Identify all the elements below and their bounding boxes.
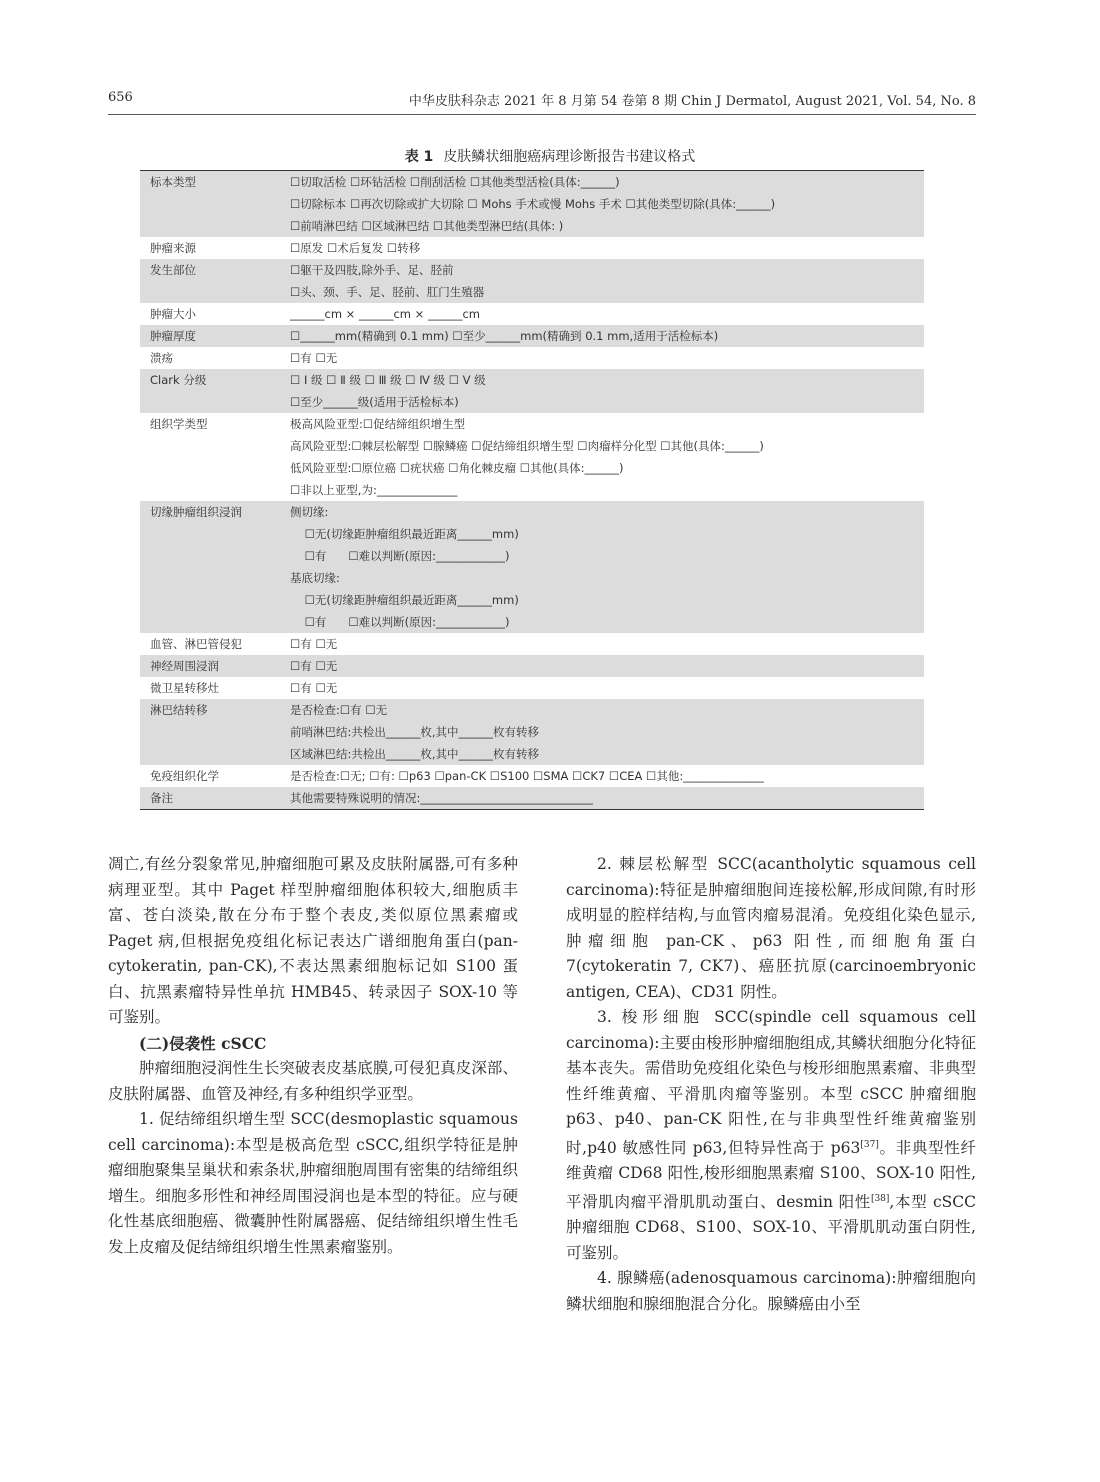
table-row	[140, 655, 924, 677]
row-label	[140, 237, 290, 259]
table-row	[140, 633, 924, 655]
section-subheading: (二)侵袭性 cSCC	[139, 1033, 267, 1053]
row-option-line: ☐有 ☐无	[290, 637, 338, 651]
table-row	[140, 677, 924, 699]
table-row	[140, 237, 924, 259]
row-label	[140, 347, 290, 369]
row-option-line: ☐切取活检 ☐环钻活检 ☐削刮活检 ☐其他类型活检(具体:______)	[290, 175, 620, 189]
citation-ref: [38]	[870, 1193, 890, 1204]
row-content	[290, 501, 924, 633]
row-option-line: 前哨淋巴结:共检出______枚,其中______枚有转移	[290, 725, 540, 739]
row-option-line: 是否检查:☐有 ☐无	[290, 703, 388, 717]
body-paragraph: 3. 梭形细胞 SCC(spindle cell squamous cell carcinoma):主要由梭形肿瘤细胞组成,其鳞状细胞分化特征基本丧失。需借助免疫组化染色与梭形细胞黑素瘤、非典型性纤维黄瘤、平滑肌肉瘤等鉴别。本型 cSCC 肿瘤细胞 p63、p40、pan-CK 阳性,在与非典型性纤维黄瘤鉴别时,p40 敏感性同 p63,但特异性高于 p63[37]。非典型性纤维黄瘤 CD68 阳性,梭形细胞黑素瘤 S100、SOX-10 阳性,平滑肌肉瘤平滑肌肌动蛋白、desmin 阳性[38],本型 cSCC 肿瘤细胞 CD68、S100、SOX-10、平滑肌肌动蛋白阴性,可鉴别。	[566, 1008, 976, 1262]
row-content	[290, 171, 924, 237]
row-option-line: 区域淋巴结:共检出______枚,其中______枚有转移	[290, 747, 540, 761]
row-label-text: 切缘肿瘤组织浸润	[150, 505, 242, 519]
row-option-line: ☐有 ☐难以判断(原因:____________)	[290, 615, 510, 629]
table-label: 表 1	[404, 149, 434, 165]
journal-citation: 中华皮肤科杂志 2021 年 8 月第 54 卷第 8 期 Chin J Dermatol, August 2021, Vol. 54, No. 8	[408, 94, 976, 109]
body-column-left	[108, 852, 518, 1260]
row-content	[290, 369, 924, 413]
row-label-text: 肿瘤来源	[150, 241, 196, 255]
body-paragraph: 4. 腺鳞癌(adenosquamous carcinoma):肿瘤细胞向鳞状细胞和腺细胞混合分化。腺鳞癌由小至	[566, 1269, 976, 1313]
table-row	[140, 501, 924, 633]
page-number: 656	[108, 90, 133, 105]
row-label-text: 肿瘤大小	[150, 307, 196, 321]
row-content	[290, 259, 924, 303]
row-label	[140, 413, 290, 501]
row-option-line: ☐非以上亚型,为:______________	[290, 483, 458, 497]
row-option-line: 极高风险亚型:☐促结缔组织增生型	[290, 417, 466, 431]
row-label	[140, 765, 290, 787]
row-option-line: ☐有 ☐无	[290, 681, 338, 695]
row-label	[140, 501, 290, 633]
row-option-line: 是否检查:☐无; ☐有: ☐p63 ☐pan-CK ☐S100 ☐SMA ☐CK7 ☐CEA ☐其他:______________	[290, 769, 764, 783]
row-content	[290, 413, 924, 501]
row-content	[290, 303, 924, 325]
row-label-text: 淋巴结转移	[150, 703, 208, 717]
table-row	[140, 699, 924, 765]
table-caption	[0, 146, 1100, 166]
table-row	[140, 347, 924, 369]
row-option-line: ☐有 ☐难以判断(原因:____________)	[290, 549, 510, 563]
table-row	[140, 171, 924, 237]
row-option-line: 基底切缘:	[290, 571, 340, 585]
row-option-line: ☐无(切缘距肿瘤组织最近距离______mm)	[290, 593, 519, 607]
table-row	[140, 369, 924, 413]
diagnosis-report-table	[140, 170, 924, 810]
row-label-text: 备注	[150, 791, 173, 805]
table-title: 皮肤鳞状细胞癌病理诊断报告书建议格式	[443, 149, 696, 165]
body-paragraph: 2. 棘层松解型 SCC(acantholytic squamous cell carcinoma):特征是肿瘤细胞间连接松解,形成间隙,有时形成明显的腔样结构,与血管肉瘤易混淆。免疫组化染色显示,肿瘤细胞 pan-CK、p63 阳性,而细胞角蛋白 7(cytokeratin 7, CK7)、癌胚抗原(carcinoembryonic antigen, CEA)、CD31 阴性。	[566, 855, 976, 1001]
row-option-line: ☐切除标本 ☐再次切除或扩大切除 ☐ Mohs 手术或慢 Mohs 手术 ☐其他类型切除(具体:______)	[290, 197, 776, 211]
table-row	[140, 259, 924, 303]
row-label-text: 血管、淋巴管侵犯	[150, 637, 242, 651]
row-option-line: ☐前哨淋巴结 ☐区域淋巴结 ☐其他类型淋巴结(具体: )	[290, 219, 564, 233]
row-option-line: ☐头、颈、手、足、胫前、肛门生殖器	[290, 285, 485, 299]
row-label	[140, 325, 290, 347]
row-content	[290, 347, 924, 369]
body-paragraph: 1. 促结缔组织增生型 SCC(desmoplastic squamous cell carcinoma):本型是极高危型 cSCC,组织学特征是肿瘤细胞聚集呈巢状和索条状,肿瘤细胞周围有密集的结缔组织增生。细胞多形性和神经周围浸润也是本型的特征。应与硬化性基底细胞癌、微囊肿性附属器癌、促结缔组织增生性毛发上皮瘤及促结缔组织增生性黑素瘤鉴别。	[108, 1110, 518, 1256]
table-row	[140, 413, 924, 501]
row-option-line: ☐ Ⅰ 级 ☐ Ⅱ 级 ☐ Ⅲ 级 ☐ Ⅳ 级 ☐ Ⅴ 级	[290, 373, 486, 387]
row-label	[140, 655, 290, 677]
row-option-line: 侧切缘:	[290, 505, 329, 519]
row-label	[140, 677, 290, 699]
row-content	[290, 325, 924, 347]
body-column-right	[566, 852, 976, 1317]
table-row	[140, 303, 924, 325]
row-option-line: 低风险亚型:☐原位癌 ☐疣状癌 ☐角化棘皮瘤 ☐其他(具体:______)	[290, 461, 624, 475]
row-label	[140, 699, 290, 765]
row-label-text: 肿瘤厚度	[150, 329, 196, 343]
row-label	[140, 171, 290, 237]
citation-ref: [37]	[860, 1139, 879, 1150]
row-label	[140, 369, 290, 413]
row-label-text: 组织学类型	[150, 417, 208, 431]
row-label-text: 免疫组织化学	[150, 769, 219, 783]
row-option-line: ☐无(切缘距肿瘤组织最近距离______mm)	[290, 527, 519, 541]
row-label-text: 标本类型	[150, 175, 196, 189]
row-option-line: ☐有 ☐无	[290, 659, 338, 673]
row-label-text: 发生部位	[150, 263, 196, 277]
row-option-line: ☐______mm(精确到 0.1 mm) ☐至少______mm(精确到 0.1 mm,适用于活检标本)	[290, 329, 719, 343]
row-option-line: 其他需要特殊说明的情况:______________________________	[290, 791, 593, 805]
body-paragraph: 凋亡,有丝分裂象常见,肿瘤细胞可累及皮肤附属器,可有多种病理亚型。其中 Paget 样型肿瘤细胞体积较大,细胞质丰富、苍白淡染,散在分布于整个表皮,类似原位黑素瘤或 Paget 病,但根据免疫组化标记表达广谱细胞角蛋白(pan-cytokeratin, pan-CK),不表达黑素细胞标记如 S100 蛋白、抗黑素瘤特异性单抗 HMB45、转录因子 SOX-10 等可鉴别。	[108, 855, 518, 1026]
row-option-line: ☐原发 ☐术后复发 ☐转移	[290, 241, 421, 255]
row-content	[290, 677, 924, 699]
row-label-text: 神经周围浸润	[150, 659, 219, 673]
table-row	[140, 325, 924, 347]
row-content	[290, 787, 924, 809]
row-content	[290, 633, 924, 655]
row-content	[290, 237, 924, 259]
row-label-text: 微卫星转移灶	[150, 681, 219, 695]
row-label	[140, 303, 290, 325]
row-option-line: ☐至少______级(适用于活检标本)	[290, 395, 459, 409]
page-header	[108, 88, 976, 112]
row-content	[290, 765, 924, 787]
row-label-text: 溃疡	[150, 351, 173, 365]
row-option-line: ______cm × ______cm × ______cm	[290, 307, 480, 321]
row-option-line: ☐躯干及四肢,除外手、足、胫前	[290, 263, 454, 277]
row-label	[140, 787, 290, 809]
row-label	[140, 259, 290, 303]
row-label-text: Clark 分级	[150, 373, 207, 387]
table-row	[140, 787, 924, 809]
row-content	[290, 655, 924, 677]
row-option-line: ☐有 ☐无	[290, 351, 338, 365]
row-content	[290, 699, 924, 765]
body-paragraph: 肿瘤细胞浸润性生长突破表皮基底膜,可侵犯真皮深部、皮肤附属器、血管及神经,有多种组织学亚型。	[108, 1059, 518, 1103]
row-label	[140, 633, 290, 655]
header-rule	[108, 114, 976, 115]
table-row	[140, 765, 924, 787]
row-option-line: 高风险亚型:☐棘层松解型 ☐腺鳞癌 ☐促结缔组织增生型 ☐肉瘤样分化型 ☐其他(具体:______)	[290, 439, 764, 453]
